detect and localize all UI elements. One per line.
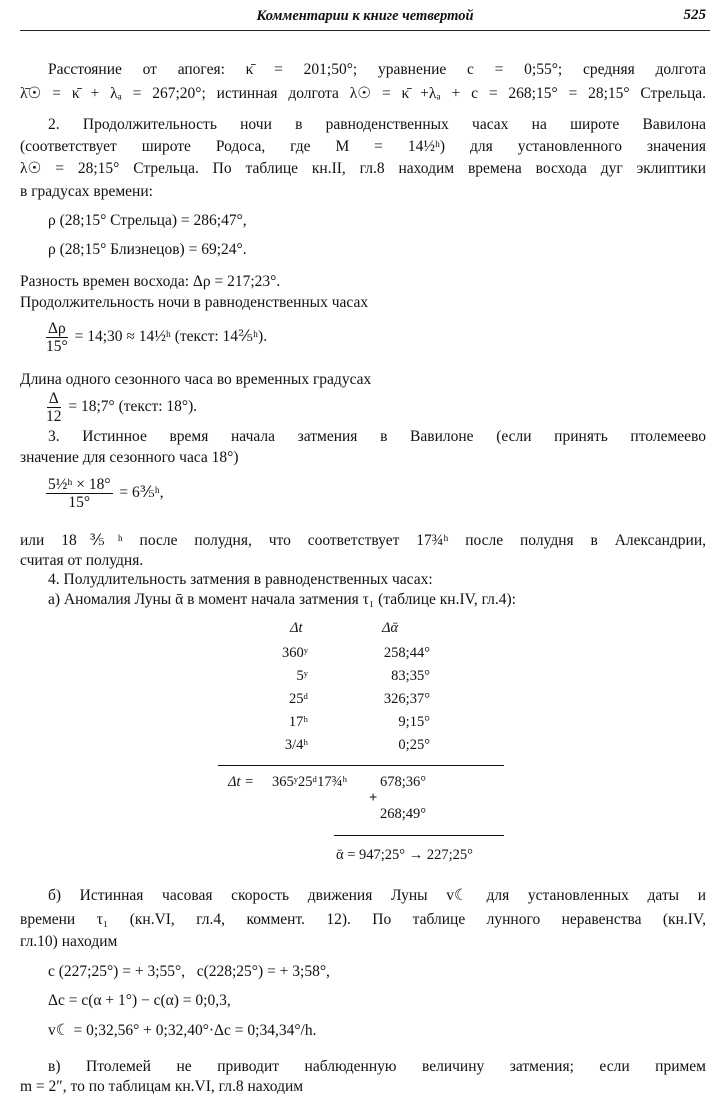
table-header-dt: Δt xyxy=(290,620,303,636)
fraction-numerator: Δρ xyxy=(48,320,66,337)
table-result: ᾱ = 947;25° → 227;25° xyxy=(336,847,473,863)
text-line: гл.10) находим xyxy=(20,933,118,950)
text-line: 4. Полудлительность затмения в равноденственных часах: xyxy=(48,571,433,588)
text-line: времени τ₁ (кн.VI, гл.4, коммент. 12). По таблице лунного неравенства (кн.IV, xyxy=(20,911,706,928)
table-cell-dt: 5ʸ xyxy=(296,668,308,684)
text-line: Длина одного сезонного часа во временных градусах xyxy=(20,371,372,388)
table-epoch-anomaly: 268;49° xyxy=(380,806,427,822)
fraction-denominator: 15° xyxy=(68,494,91,511)
fraction-numerator: 5½ʰ × 18° xyxy=(48,476,111,493)
equation-seasonal-hour xyxy=(46,390,197,425)
table-cell-dt: 3/4ʰ xyxy=(284,737,308,753)
running-header xyxy=(20,6,710,31)
table-cell-dt: 25ᵈ xyxy=(288,691,308,707)
table-cell-danomaly: 0;25° xyxy=(398,737,430,753)
equation-night-length xyxy=(46,320,267,355)
page-number: 525 xyxy=(683,7,706,23)
table-sum-label: Δt = xyxy=(228,774,254,790)
text-line: в градусах времени: xyxy=(20,183,153,200)
fraction xyxy=(46,390,62,425)
table-cell-danomaly: 9;15° xyxy=(398,714,430,730)
table-cell-dt: 360ʸ xyxy=(281,645,308,661)
fraction-numerator: Δ xyxy=(48,390,59,407)
fraction xyxy=(46,320,68,355)
formula-line: v☾ = 0;32,56° + 0;32,40°·Δc = 0;34,34°/h. xyxy=(48,1022,317,1039)
text-line: m = 2″, то по таблицам кн.VI, гл.8 находим xyxy=(20,1078,304,1095)
text-line: значение для сезонного часа 18°) xyxy=(20,449,239,466)
formula-line: Δc = c(α + 1°) − c(α) = 0;0,3, xyxy=(48,992,231,1009)
fraction-denominator: 12 xyxy=(46,408,62,425)
formula-line: c (227;25°) = + 3;55°, c(228;25°) = + 3;58°, xyxy=(48,963,330,980)
table-header-danomaly: Δᾱ xyxy=(382,620,399,636)
table-sum-rule xyxy=(218,765,504,766)
table-result-rule xyxy=(334,835,504,836)
fraction-denominator: 15° xyxy=(46,338,68,355)
table-cell-danomaly: 258;44° xyxy=(383,645,430,661)
text-line: Расстояние от апогея: κ̄ = 201;50°; уравнение c = 0;55°; средняя долгота xyxy=(48,61,706,78)
text-line: (соответствует широте Родоса, где M = 14½ʰ) для установленного значения xyxy=(20,138,706,155)
formula-line: ρ (28;15° Стрельца) = 286;47°, xyxy=(48,212,247,229)
text-line: считая от полудня. xyxy=(20,552,144,569)
text-line: Разность времен восхода: Δρ = 217;23°. xyxy=(20,273,281,290)
text-line: 2. Продолжительность ночи в равноденственных часах на широте Вавилона xyxy=(48,116,706,133)
text-line: или 18⅗ʰ после полудня, что соответствует 17¾ʰ после полудня в Александрии, xyxy=(20,532,706,549)
table-sum-danomaly: 678;36° xyxy=(380,774,427,790)
text-line: Продолжительность ночи в равноденственных часах xyxy=(20,294,369,311)
text-line: λ☉ = 28;15° Стрельца. По таблице кн.II, гл.8 находим времена восхода дуг эклиптики xyxy=(20,160,706,177)
equation-eclipse-start xyxy=(46,476,164,511)
table-sum-dt: 365ʸ25ᵈ17¾ʰ xyxy=(272,774,348,790)
fraction xyxy=(46,476,113,511)
equation-rhs: = 6⅗ʰ, xyxy=(119,484,164,502)
text-line: а) Аномалия Луны ᾱ в момент начала затмения τ₁ (таблице кн.IV, гл.4): xyxy=(48,591,516,608)
plus-sign: + xyxy=(369,790,378,806)
table-cell-danomaly: 326;37° xyxy=(383,691,430,707)
text-line: б) Истинная часовая скорость движения Луны v☾ для установленных даты и xyxy=(48,887,706,904)
equation-rhs: = 14;30 ≈ 14½ʰ (текст: 14⅖ʰ). xyxy=(74,328,268,346)
table-cell-danomaly: 83;35° xyxy=(391,668,430,684)
text-line: λ̄☉ = κ̄ + λₐ = 267;20°; истинная долгота λ☉ = κ̄ +λₐ + c = 268;15° = 28;15° Стрельца. xyxy=(20,85,706,102)
table-cell-dt: 17ʰ xyxy=(288,714,308,730)
formula-line: ρ (28;15° Близнецов) = 69;24°. xyxy=(48,241,247,258)
header-title: Комментарии к книге четвертой xyxy=(256,8,474,24)
text-line: 3. Истинное время начала затмения в Вавилоне (если принять птолемеево xyxy=(48,428,706,445)
text-line: в) Птолемей не приводит наблюденную величину затмения; если примем xyxy=(48,1058,706,1075)
equation-rhs: = 18;7° (текст: 18°). xyxy=(68,398,198,416)
